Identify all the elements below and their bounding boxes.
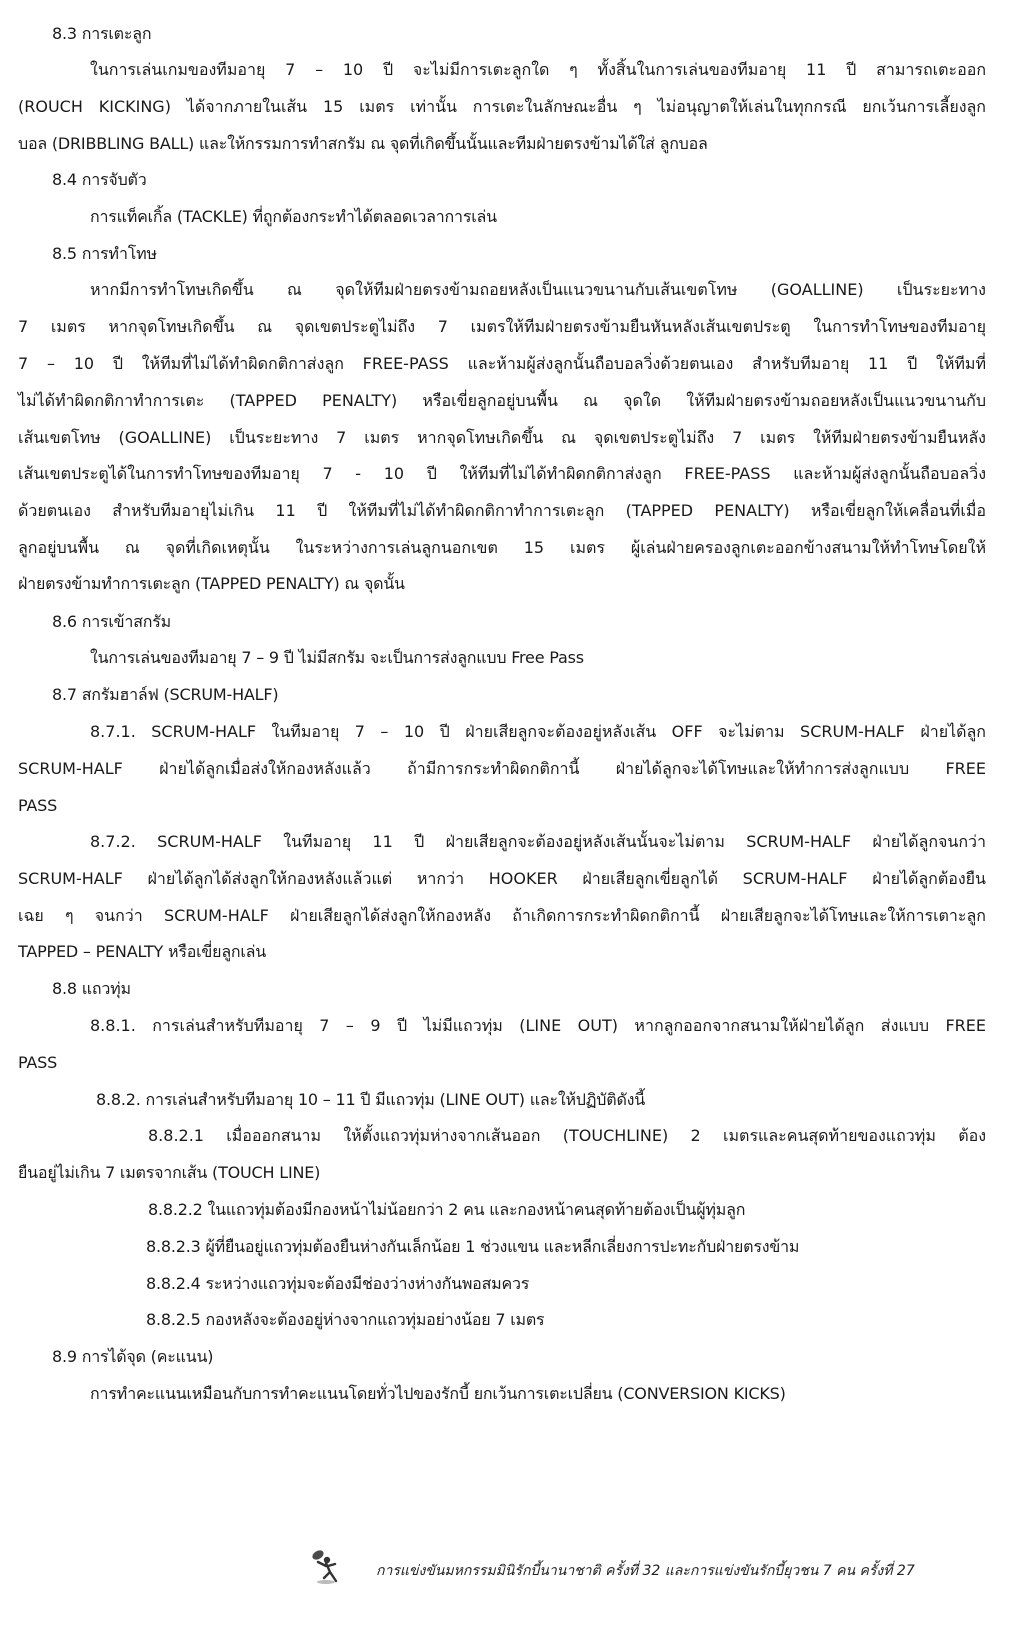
paragraph-line: ฝ่ายตรงข้ามทำการเตะลูก (TAPPED PENALTY) ณ จุดนั้น [18, 574, 405, 593]
paragraph-line: บอล (DRIBBLING BALL) และให้กรรมการทำสกรัม ณ จุดที่เกิดขึ้นนั้นและทีมฝ่ายตรงข้ามได้ใส่ ลูกบอล [18, 134, 708, 153]
paragraph-line: 8.8.2.5 กองหลังจะต้องอยู่ห่างจากแถวทุ่มอย่างน้อย 7 เมตร [146, 1310, 545, 1329]
footer-text: การแข่งขันมหกรรมมินิรักบี้นานาชาติ ครั้งที่ 32 และการแข่งขันรักบี้ยุวชน 7 คน ครั้งที่ 27 [376, 1563, 915, 1579]
paragraph-line: เส้นเขตโทษ (GOALLINE) เป็นระยะทาง 7 เมตร หากจุดโทษเกิดขึ้น ณ จุดเขตประตูไม่ถึง 7 เมตร ให้ทีมฝ่ายตรงข้ามยืนหลัง [18, 428, 986, 447]
paragraph-line: ในการเล่นเกมของทีมอายุ 7 – 10 ปี จะไม่มีการเตะลูกใด ๆ ทั้งสิ้นในการเล่นของทีมอายุ 11 ปี สามารถเตะออก [90, 60, 986, 79]
paragraph-line: 7 – 10 ปี ให้ทีมที่ไม่ได้ทำผิดกติกาส่งลูก FREE-PASS และห้ามผู้ส่งลูกนั้นถือบอลวิ่งด้วยตนเอง สำหรับทีมอายุ 11 ปี ให้ทีมที่ [18, 354, 986, 373]
section-heading-8-6: 8.6 การเข้าสกรัม [52, 612, 171, 631]
section-heading-8-8: 8.8 แถวทุ่ม [52, 979, 131, 998]
paragraph-line: ไม่ได้ทำผิดกติกาทำการเตะ (TAPPED PENALTY) หรือเขี่ยลูกอยู่บนพื้น ณ จุดใด ให้ทีมฝ่ายตรงข้ามถอยหลังเป็นแนวขนานกับ [18, 391, 986, 410]
section-heading-8-9: 8.9 การได้จุด (คะแนน) [52, 1347, 214, 1366]
section-heading-8-3: 8.3 การเตะลูก [52, 24, 152, 43]
paragraph-line: 8.8.2. การเล่นสำหรับทีมอายุ 10 – 11 ปี มีแถวทุ่ม (LINE OUT) และให้ปฏิบัติดังนี้ [96, 1090, 645, 1109]
paragraph-line: หากมีการทำโทษเกิดขึ้น ณ จุดให้ทีมฝ่ายตรงข้ามถอยหลังเป็นแนวขนานกับเส้นเขตโทษ (GOALLINE) เป็นระยะทาง [90, 280, 986, 299]
section-heading-8-5: 8.5 การทำโทษ [52, 244, 157, 263]
paragraph-line: 8.8.1. การเล่นสำหรับทีมอายุ 7 – 9 ปี ไม่มีแถวทุ่ม (LINE OUT) หากลูกออกจากสนามให้ฝ่ายได้ลูก ส่งแบบ FREE [90, 1016, 987, 1035]
paragraph-line: ยืนอยู่ไม่เกิน 7 เมตรจากเส้น (TOUCH LINE) [18, 1163, 321, 1182]
paragraph-line: 7 เมตร หากจุดโทษเกิดขึ้น ณ จุดเขตประตูไม่ถึง 7 เมตรให้ทีมฝ่ายตรงข้ามยืนหันหลังเส้นเขตประตู ในการทำโทษของทีมอายุ [18, 317, 986, 336]
paragraph-line: ด้วยตนเอง สำหรับทีมอายุไม่เกิน 11 ปี ให้ทีมที่ไม่ได้ทำผิดกติกาทำการเตะลูก (TAPPED PENALTY) หรือเขี่ยลูกให้เคลื่อนที่เมื่อ [18, 501, 986, 520]
section-heading-8-7: 8.7 สกรัมฮาล์ฟ (SCRUM-HALF) [52, 685, 279, 704]
paragraph-line: SCRUM-HALF ฝ่ายได้ลูกเมื่อส่งให้กองหลังแล้ว ถ้ามีการกระทำผิดกติกานี้ ฝ่ายได้ลูกจะได้โทษและให้ทำการส่งลูกแบบ FREE [18, 759, 986, 778]
paragraph-line: 8.8.2.3 ผู้ที่ยืนอยู่แถวทุ่มต้องยืนห่างกันเล็กน้อย 1 ช่วงแขน และหลีกเลี่ยงการปะทะกับฝ่ายตรงข้าม [146, 1237, 800, 1256]
paragraph-line: ลูกอยู่บนพื้น ณ จุดที่เกิดเหตุนั้น ในระหว่างการเล่นลูกนอกเขต 15 เมตร ผู้เล่นฝ่ายครองลูกเตะออกข้างสนามให้ทำโทษโดยให้ [18, 538, 986, 557]
paragraph-line: PASS [18, 1053, 58, 1072]
section-heading-8-4: 8.4 การจับตัว [52, 170, 147, 189]
rugby-player-logo-icon [308, 1548, 342, 1586]
paragraph-line: TAPPED – PENALTY หรือเขี่ยลูกเล่น [18, 942, 267, 961]
paragraph-line: การทำคะแนนเหมือนกับการทำคะแนนโดยทั่วไปของรักบี้ ยกเว้นการเตะเปลี่ยน (CONVERSION KICKS) [90, 1384, 786, 1403]
paragraph-line: การแท็คเกิ้ล (TACKLE) ที่ถูกต้องกระทำได้ตลอดเวลาการเล่น [90, 207, 497, 226]
paragraph-line: SCRUM-HALF ฝ่ายได้ลูกได้ส่งลูกให้กองหลังแล้วแต่ หากว่า HOOKER ฝ่ายเสียลูกเขี่ยลูกได้ SCRUM-HALF ฝ่ายได้ลูกต้องยืน [18, 869, 986, 888]
paragraph-line: 8.8.2.2 ในแถวทุ่มต้องมีกองหน้าไม่น้อยกว่า 2 คน และกองหน้าคนสุดท้ายต้องเป็นผู้ทุ่มลูก [148, 1200, 746, 1219]
paragraph-line: เส้นเขตประตูได้ในการทำโทษของทีมอายุ 7 - 10 ปี ให้ทีมที่ไม่ได้ทำผิดกติกาส่งลูก FREE-PASS และห้ามผู้ส่งลูกนั้นถือบอลวิ่ง [18, 464, 986, 483]
paragraph-line: เฉย ๆ จนกว่า SCRUM-HALF ฝ่ายเสียลูกได้ส่งลูกให้กองหลัง ถ้าเกิดการกระทำผิดกติกานี้ ฝ่ายเสียลูกจะได้โทษและให้การเตาะลูก [18, 906, 986, 925]
paragraph-line: ในการเล่นของทีมอายุ 7 – 9 ปี ไม่มีสกรัม จะเป็นการส่งลูกแบบ Free Pass [90, 648, 584, 667]
paragraph-line: (ROUCH KICKING) ได้จากภายในเส้น 15 เมตร เท่านั้น การเตะในลักษณะอื่น ๆ ไม่อนุญาตให้เล่นในทุกกรณี ยกเว้นการเลี้ยงลูก [18, 97, 986, 116]
paragraph-line: 8.7.1. SCRUM-HALF ในทีมอายุ 7 – 10 ปี ฝ่ายเสียลูกจะต้องอยู่หลังเส้น OFF จะไม่ตาม SCRUM-HALF ฝ่ายได้ลูก [90, 722, 986, 741]
paragraph-line: PASS [18, 796, 58, 815]
paragraph-line: 8.7.2. SCRUM-HALF ในทีมอายุ 11 ปี ฝ่ายเสียลูกจะต้องอยู่หลังเส้นนั้นจะไม่ตาม SCRUM-HALF ฝ่ายได้ลูกจนกว่า [90, 832, 987, 851]
paragraph-line: 8.8.2.4 ระหว่างแถวทุ่มจะต้องมีช่องว่างห่างกันพอสมควร [146, 1274, 530, 1293]
paragraph-line: 8.8.2.1 เมื่อออกสนาม ให้ตั้งแถวทุ่มห่างจากเส้นออก (TOUCHLINE) 2 เมตรและคนสุดท้ายของแถวทุ่ม ต้อง [148, 1126, 986, 1145]
